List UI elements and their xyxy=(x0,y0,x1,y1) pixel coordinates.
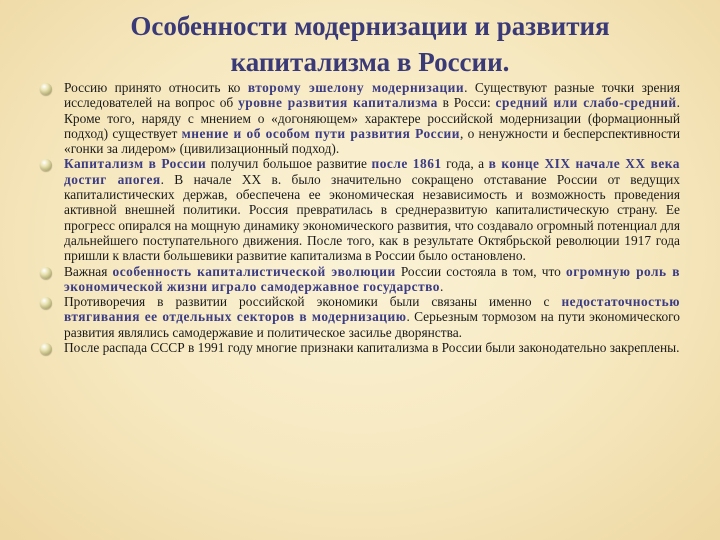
highlighted-text: средний или слабо-средний xyxy=(495,95,677,111)
bullet-text: Россию принято относить ко xyxy=(64,80,248,95)
bullet-text: . Существуют разные точки зрения исследователей на вопрос об xyxy=(64,80,680,111)
bullet-dot-icon xyxy=(40,159,52,171)
highlighted-text: второму эшелону модернизации xyxy=(247,80,465,95)
bullet-item xyxy=(34,156,680,263)
bullet-text: в Росси: xyxy=(437,95,496,111)
bullet-text: Важная xyxy=(64,263,113,279)
bullet-item xyxy=(34,80,680,156)
bullet-text: , о ненужности и бесперспективности «гонки за лидером» (цивилизационный подход). xyxy=(64,125,681,157)
bullet-text: После распада СССР в 1991 году многие признаки капитализма в России были законодательно закреплены. xyxy=(64,340,680,356)
bullet-dot-icon xyxy=(40,267,52,279)
highlighted-text: мнение и об особом пути развития России xyxy=(181,125,460,141)
title-line-1: Особенности модернизации и развития xyxy=(130,11,610,41)
title-line-2: капитализма в России. xyxy=(230,47,510,77)
highlighted-text: уровне развития капитализма xyxy=(238,95,438,111)
bullet-item xyxy=(34,340,680,355)
highlighted-text: Капитализм в России xyxy=(64,156,207,172)
slide-title xyxy=(60,8,680,80)
bullet-text: получил большое развитие xyxy=(206,156,372,172)
bullet-dot-icon xyxy=(40,343,52,355)
bullet-dot-icon xyxy=(40,297,52,309)
highlighted-text: после 1861 xyxy=(371,156,442,172)
bullet-text: года, а xyxy=(441,156,489,172)
highlighted-text: огромную роль в экономической жизни играло самодержавное государство xyxy=(64,263,680,294)
bullet-dot-icon xyxy=(40,83,52,95)
bullet-text: Противоречия в развитии российской экономики были связаны именно с xyxy=(64,294,562,310)
bullet-text: . xyxy=(440,278,444,294)
bullet-item xyxy=(34,294,680,340)
bullet-text: . Кроме того, наряду с мнением о «догоняющем» характере российской модернизации (формационный подход) существует xyxy=(64,95,680,141)
highlighted-text: особенность капиталистической эволюции xyxy=(112,263,396,279)
bullet-text: . Серьезным тормозом на пути экономического развития являлись самодержавие и политическое засилье дворянства. xyxy=(64,309,680,340)
highlighted-text: недостаточностью втягивания ее отдельных секторов в модернизацию xyxy=(64,294,680,325)
bullet-text: . В начале XX в. было значительно сокращено отставание России от ведущих капиталистических держав, обеспечена ее экономическая независимость и возможность проведения активной внешней политики. Россия превратилась в среднеразвитую капиталистическую страну. Ее прогресс опирался на мощную динамику экономического развития, что создавало огромный потенциал для дальнейшего поступательного движения. После того, как в результате Октябрьской революции 1917 года пришли к власти большевики развитие капитализма в России было остановлено. xyxy=(64,171,680,264)
bullet-list xyxy=(34,80,680,355)
highlighted-text: в конце XIX начале XX века достиг апогея xyxy=(64,156,680,187)
bullet-item xyxy=(34,264,680,295)
bullet-text: России состояла в том, что xyxy=(395,263,567,279)
